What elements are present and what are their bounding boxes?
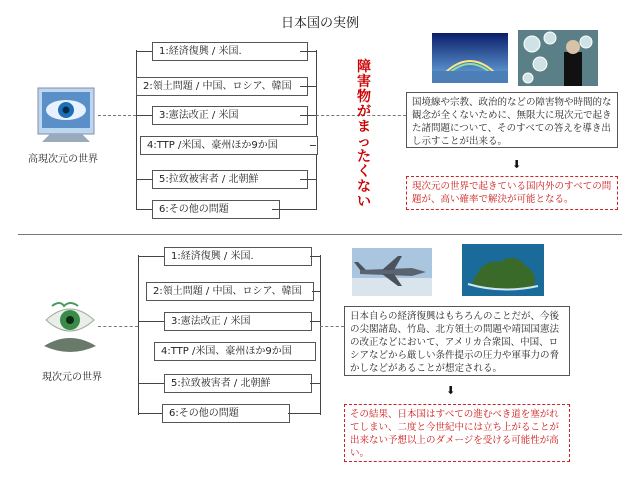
down-arrow-icon: ⬇ bbox=[446, 384, 456, 397]
connector-line bbox=[320, 326, 344, 327]
issue-item: 6:その他の問題 bbox=[162, 404, 290, 423]
issue-item: 2:領土問題 / 中国、ロシア、韓国 bbox=[136, 77, 308, 96]
page-title: 日本国の実例 bbox=[280, 16, 359, 31]
issue-item: 5:拉致被害者 / 北朝鮮 bbox=[152, 170, 308, 189]
tick bbox=[310, 383, 320, 384]
bracket-right bbox=[316, 50, 317, 210]
tick bbox=[136, 209, 152, 210]
down-arrow-icon: ⬇ bbox=[512, 158, 522, 171]
top-conclusion: 現次元の世界で起きている国内外のすべての問題が、高い確率で解決が可能となる。 bbox=[406, 176, 618, 210]
issue-item: 1:経済復興 / 米国. bbox=[152, 42, 308, 61]
tick bbox=[136, 51, 152, 52]
bottom-description: 日本自らの経済復興はもちろんのことだが、今後の尖閣諸島、竹島、北方領土の問題や靖国国憲法の改正などにおいて、アメリカ合衆国、中国、ロシアなどから厳しい条件提示の圧力や軍事力の脅かしなどがあることが想定される。 bbox=[344, 306, 570, 376]
issue-item: 2:領土問題 / 中国、ロシア、韓国 bbox=[146, 282, 314, 301]
tick bbox=[272, 209, 316, 210]
section-divider bbox=[18, 234, 622, 235]
tick bbox=[300, 115, 316, 116]
eye-label-top: 高現次元の世界 bbox=[28, 154, 98, 165]
tick bbox=[310, 321, 320, 322]
tick bbox=[138, 413, 162, 414]
tick bbox=[312, 291, 320, 292]
issue-item: 3:憲法改正 / 米国 bbox=[152, 106, 308, 125]
bracket-right bbox=[320, 255, 321, 415]
tick bbox=[310, 145, 316, 146]
issue-item: 1:経済復興 / 米国. bbox=[164, 247, 312, 266]
bottom-conclusion: その結果、日本国はすべての進むべき道を塞がれてしまい、二度と今世紀中には立ち上がることが出来ない予想以上のダメージを受ける可能性が高い。 bbox=[344, 404, 570, 462]
issue-item: 4:TTP /米国、豪州ほか9か国 bbox=[154, 342, 316, 361]
connector-line bbox=[98, 326, 138, 327]
tick bbox=[300, 86, 316, 87]
tick bbox=[288, 413, 320, 414]
top-description: 国境線や宗教、政治的などの障害物や時間的な観念が全くないために、無限大に現次元で起きた諸問題について、そのすべての答えを導き出し示すことが出来る。 bbox=[406, 92, 618, 148]
island-image bbox=[462, 244, 544, 296]
issue-item: 3:憲法改正 / 米国 bbox=[164, 312, 312, 331]
bubbles-man-image bbox=[518, 30, 598, 86]
green-eye-image bbox=[42, 296, 98, 360]
tick bbox=[138, 256, 164, 257]
blue-eye-image bbox=[36, 82, 98, 144]
tick bbox=[138, 321, 164, 322]
obstacle-free-label: 障害物がまったくない bbox=[357, 59, 371, 210]
connector-line bbox=[98, 115, 136, 116]
eye-label-bottom: 現次元の世界 bbox=[42, 372, 102, 383]
tick bbox=[138, 383, 164, 384]
fighter-jet-image bbox=[352, 248, 432, 296]
tick bbox=[136, 179, 152, 180]
tick bbox=[300, 51, 316, 52]
rainbow-image bbox=[432, 33, 508, 83]
issue-item: 6:その他の問題 bbox=[152, 200, 280, 219]
issue-item: 5:拉致被害者 / 北朝鮮 bbox=[164, 374, 312, 393]
bracket-left bbox=[138, 255, 139, 415]
bracket-left bbox=[136, 50, 137, 210]
tick bbox=[300, 179, 316, 180]
issue-item: 4:TTP /米国、豪州ほか9か国 bbox=[140, 136, 318, 155]
tick bbox=[310, 256, 320, 257]
tick bbox=[136, 115, 152, 116]
